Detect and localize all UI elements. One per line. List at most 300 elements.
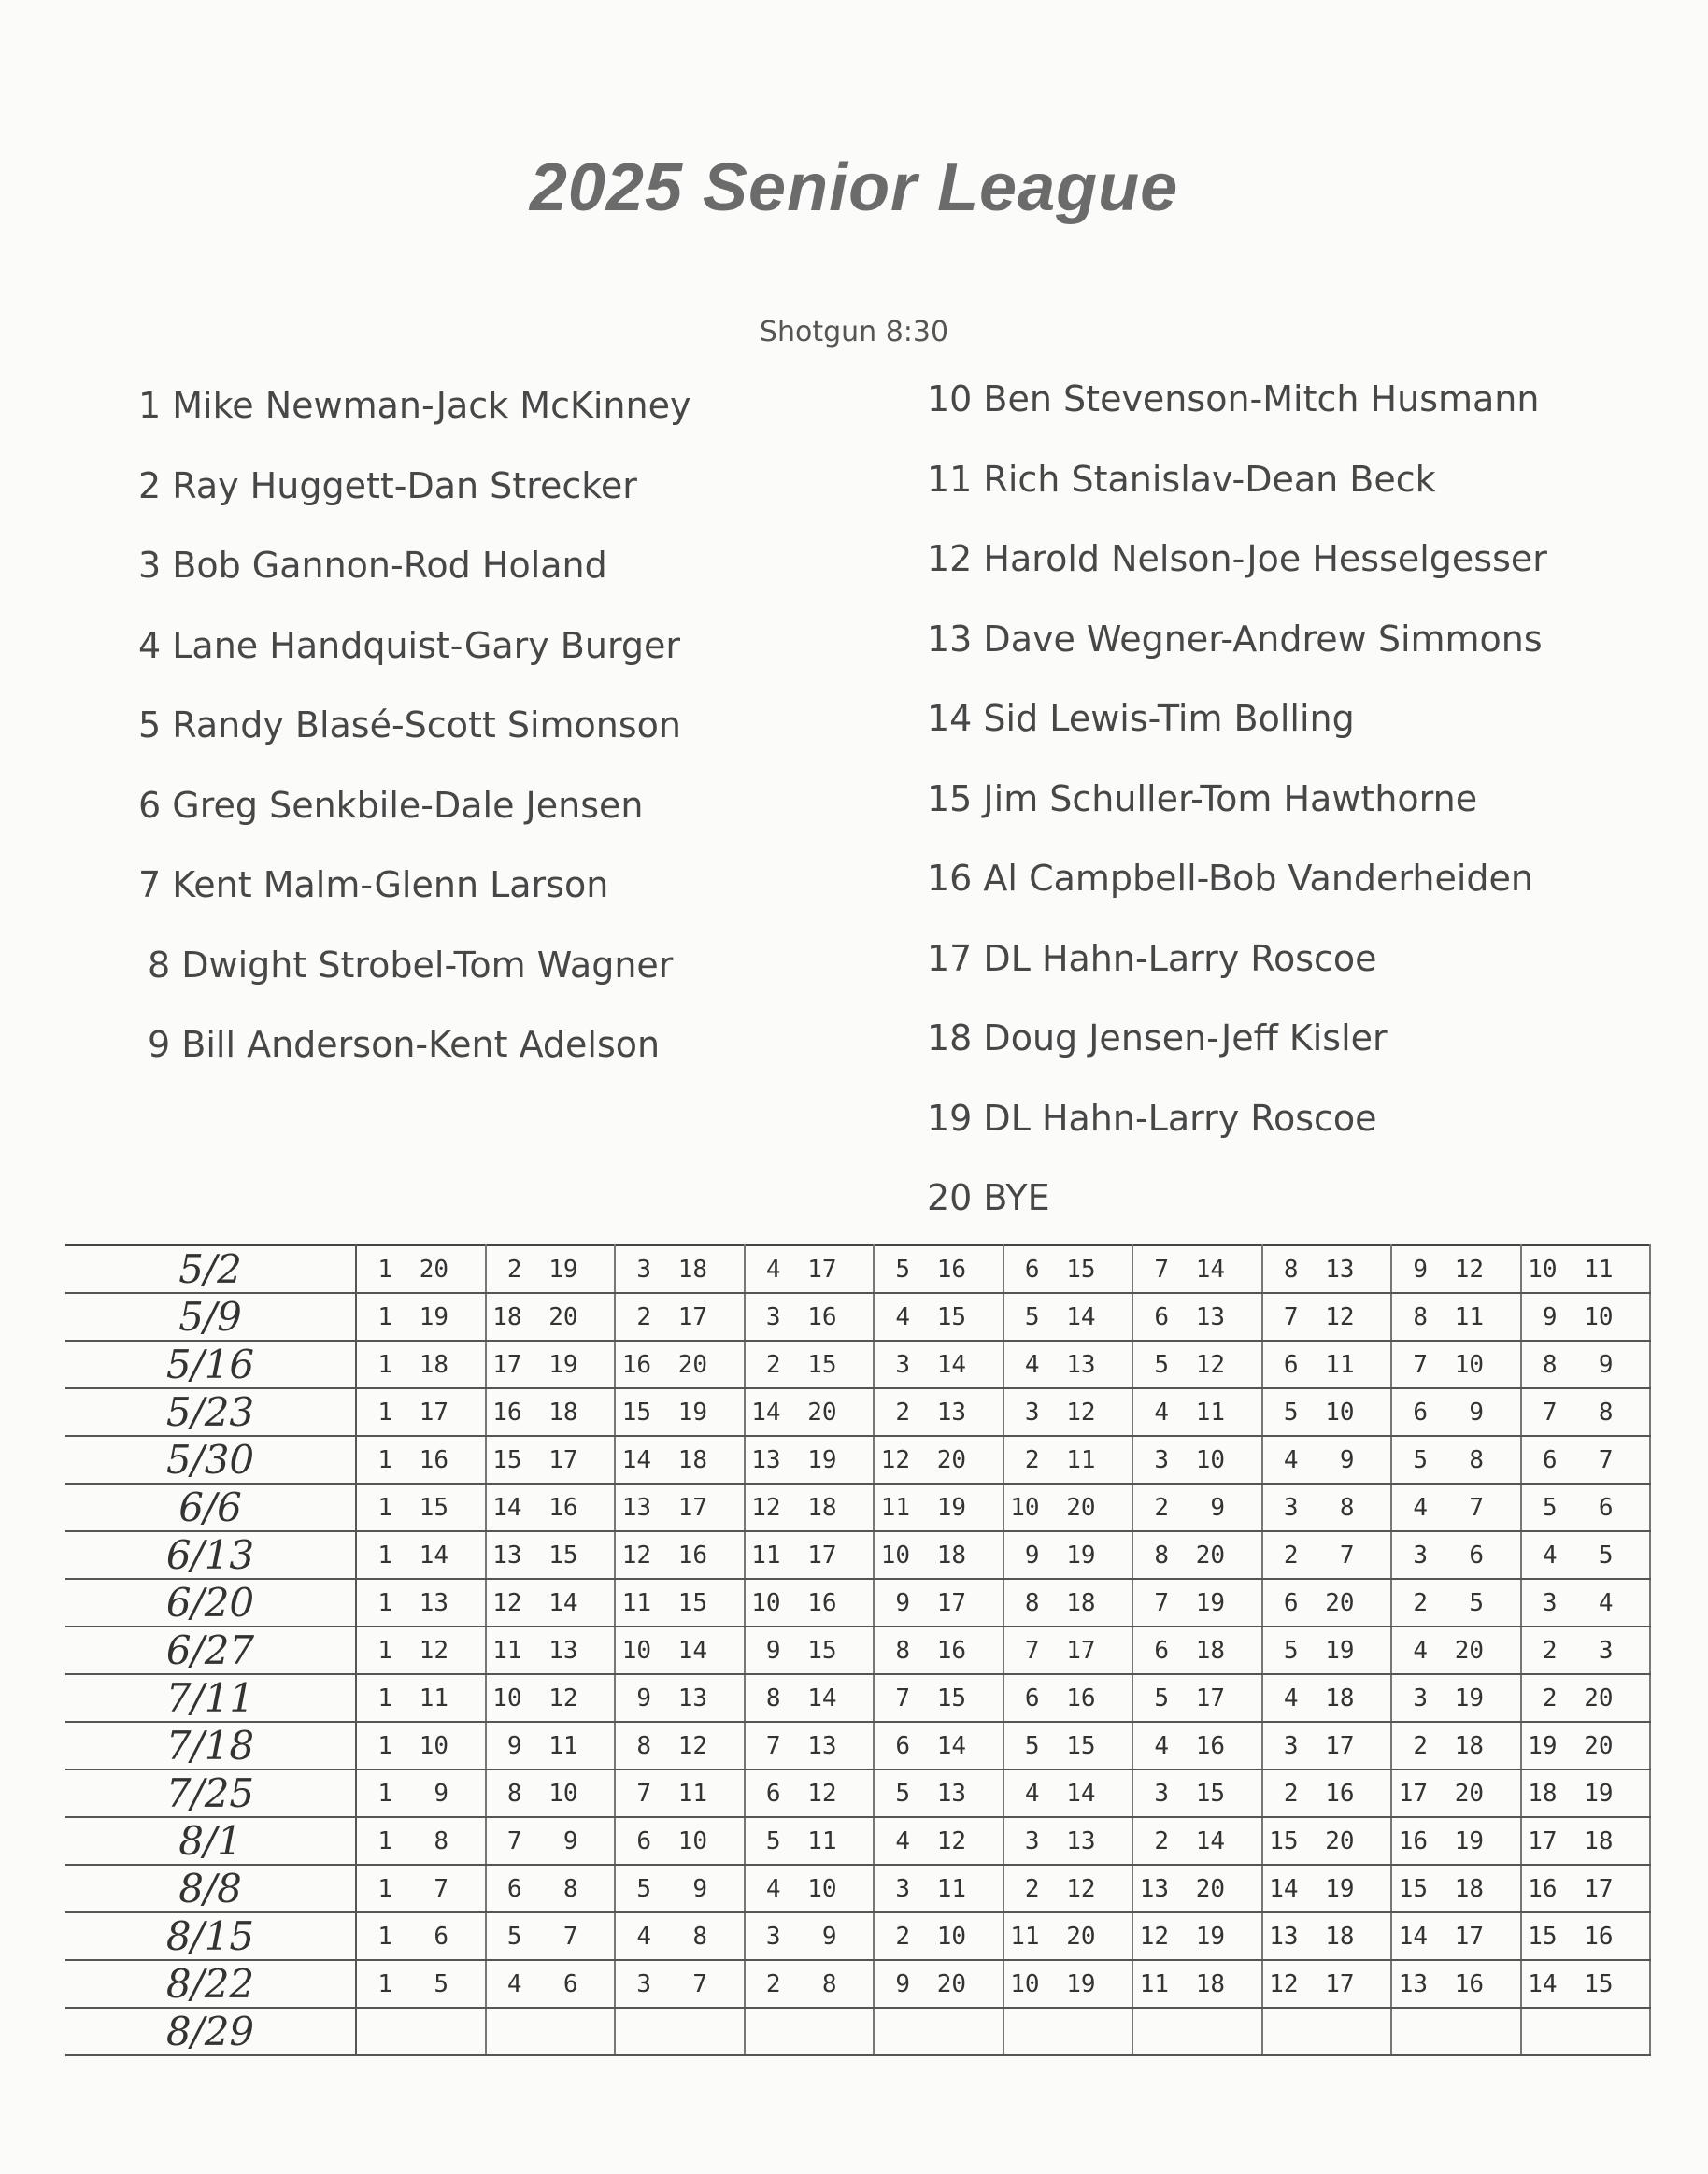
matchup-cell bbox=[1132, 1484, 1262, 1531]
team-number-a: 6 bbox=[636, 1826, 651, 1855]
team-number-a: 3 bbox=[1154, 1445, 1169, 1474]
schedule-row bbox=[65, 1436, 1650, 1484]
team-number-a: 8 bbox=[1154, 1541, 1169, 1570]
matchup-cell bbox=[1262, 1912, 1392, 1960]
matchup-cell bbox=[615, 1912, 745, 1960]
team-number-a: 1 bbox=[377, 1969, 392, 1998]
matchup-cell bbox=[486, 1341, 616, 1388]
schedule-row bbox=[65, 1388, 1650, 1436]
matchup-cell bbox=[1521, 1341, 1651, 1388]
team-number-b: 20 bbox=[419, 1255, 448, 1284]
team-number-b: 6 bbox=[1598, 1493, 1614, 1522]
team-number-a: 8 bbox=[1024, 1588, 1040, 1617]
team-number-b: 20 bbox=[1584, 1684, 1614, 1712]
team-entry: 17 DL Hahn-Larry Roscoe bbox=[927, 937, 1377, 979]
team-entry: 15 Jim Schuller-Tom Hawthorne bbox=[927, 777, 1478, 819]
team-number-b: 10 bbox=[807, 1874, 837, 1903]
team-number-a: 11 bbox=[1139, 1969, 1169, 1998]
team-number-a: 10 bbox=[880, 1541, 910, 1570]
team-number-b: 20 bbox=[936, 1969, 966, 1998]
matchup-cell bbox=[1391, 1436, 1521, 1484]
matchup-cell bbox=[356, 2008, 486, 2055]
matchup-cell bbox=[1132, 1245, 1262, 1293]
team-number-b: 20 bbox=[1454, 1779, 1484, 1808]
team-number-a: 6 bbox=[1413, 1398, 1428, 1427]
matchup-cell bbox=[1003, 2008, 1133, 2055]
matchup-cell bbox=[1521, 1436, 1651, 1484]
team-number-b: 10 bbox=[936, 1922, 966, 1951]
matchup-cell bbox=[745, 1674, 875, 1722]
team-number-b: 20 bbox=[807, 1398, 837, 1427]
matchup-cell bbox=[1391, 1531, 1521, 1579]
matchup-cell bbox=[486, 1960, 616, 2008]
team-number-b: 18 bbox=[419, 1350, 448, 1379]
matchup-cell bbox=[1003, 1484, 1133, 1531]
matchup-cell bbox=[1003, 1674, 1133, 1722]
matchup-cell bbox=[1003, 1722, 1133, 1769]
team-number-b: 18 bbox=[1454, 1731, 1484, 1760]
matchup-cell bbox=[874, 1627, 1003, 1674]
matchup-cell bbox=[1391, 1674, 1521, 1722]
team-number-a: 9 bbox=[636, 1684, 651, 1712]
team-number-b: 17 bbox=[1325, 1731, 1355, 1760]
team-number-a: 2 bbox=[1542, 1684, 1558, 1712]
team-number-b: 19 bbox=[548, 1350, 578, 1379]
team-number-a: 1 bbox=[377, 1922, 392, 1951]
team-number-a: 15 bbox=[492, 1445, 522, 1474]
team-number-a: 6 bbox=[1283, 1350, 1299, 1379]
team-number-b: 20 bbox=[548, 1302, 578, 1331]
team-number-a: 5 bbox=[1283, 1398, 1299, 1427]
matchup-cell bbox=[745, 1341, 875, 1388]
matchup-cell bbox=[615, 1484, 745, 1531]
team-number-a: 7 bbox=[506, 1826, 522, 1855]
matchup-cell bbox=[1132, 1960, 1262, 2008]
team-number-a: 6 bbox=[1024, 1255, 1040, 1284]
matchup-cell bbox=[356, 1341, 486, 1388]
team-number-b: 20 bbox=[677, 1350, 707, 1379]
team-number-b: 12 bbox=[1195, 1350, 1225, 1379]
matchup-cell bbox=[874, 1531, 1003, 1579]
team-number-a: 2 bbox=[895, 1922, 910, 1951]
matchup-cell bbox=[1521, 1579, 1651, 1627]
team-number-b: 7 bbox=[562, 1922, 578, 1951]
team-number-b: 13 bbox=[1325, 1255, 1355, 1284]
team-number-b: 9 bbox=[434, 1779, 448, 1808]
matchup-cell bbox=[615, 1960, 745, 2008]
matchup-cell bbox=[1521, 1865, 1651, 1912]
team-number-a: 16 bbox=[492, 1398, 522, 1427]
team-number-a: 9 bbox=[895, 1969, 910, 1998]
matchup-cell bbox=[1521, 1722, 1651, 1769]
team-number-a: 7 bbox=[1154, 1588, 1169, 1617]
matchup-cell bbox=[1391, 1341, 1521, 1388]
matchup-cell bbox=[874, 1674, 1003, 1722]
team-number-a: 6 bbox=[1542, 1445, 1558, 1474]
team-number-a: 4 bbox=[1413, 1493, 1428, 1522]
matchup-cell bbox=[1391, 1960, 1521, 2008]
matchup-cell bbox=[615, 1341, 745, 1388]
team-entry: 16 Al Campbell-Bob Vanderheiden bbox=[927, 858, 1533, 899]
team-number-a: 3 bbox=[1413, 1541, 1428, 1570]
matchup-cell bbox=[1521, 1627, 1651, 1674]
team-number-b: 10 bbox=[419, 1731, 448, 1760]
matchup-cell bbox=[615, 1769, 745, 1817]
team-number-a: 9 bbox=[1024, 1541, 1040, 1570]
team-number-b: 7 bbox=[1598, 1445, 1614, 1474]
schedule-row bbox=[65, 1341, 1650, 1388]
team-number-a: 5 bbox=[895, 1255, 910, 1284]
matchup-cell bbox=[615, 1674, 745, 1722]
team-number-b: 11 bbox=[548, 1731, 578, 1760]
team-number-b: 8 bbox=[562, 1874, 578, 1903]
team-number-b: 7 bbox=[1469, 1493, 1484, 1522]
team-number-b: 18 bbox=[1584, 1826, 1614, 1855]
matchup-cell bbox=[1003, 1960, 1133, 2008]
team-number-b: 20 bbox=[936, 1445, 966, 1474]
matchup-cell bbox=[1262, 1293, 1392, 1341]
schedule-date: 5/23 bbox=[65, 1388, 356, 1436]
team-number-b: 12 bbox=[1325, 1302, 1355, 1331]
matchup-cell bbox=[1132, 1388, 1262, 1436]
matchup-cell bbox=[874, 1388, 1003, 1436]
team-number-a: 8 bbox=[636, 1731, 651, 1760]
team-number-b: 12 bbox=[1454, 1255, 1484, 1284]
matchup-cell bbox=[486, 1817, 616, 1865]
matchup-cell bbox=[1132, 1722, 1262, 1769]
team-number-b: 19 bbox=[1584, 1779, 1614, 1808]
team-number-b: 16 bbox=[1454, 1969, 1484, 1998]
team-number-a: 14 bbox=[1269, 1874, 1299, 1903]
matchup-cell bbox=[615, 1579, 745, 1627]
team-number-b: 17 bbox=[1066, 1636, 1096, 1665]
matchup-cell bbox=[1262, 1722, 1392, 1769]
team-number-a: 11 bbox=[751, 1541, 781, 1570]
team-number-a: 1 bbox=[377, 1779, 392, 1808]
team-number-a: 3 bbox=[765, 1302, 781, 1331]
matchup-cell bbox=[615, 1865, 745, 1912]
team-number-b: 7 bbox=[692, 1969, 707, 1998]
matchup-cell bbox=[874, 1960, 1003, 2008]
team-number-b: 12 bbox=[1066, 1874, 1096, 1903]
matchup-cell bbox=[745, 1865, 875, 1912]
schedule-row bbox=[65, 1865, 1650, 1912]
team-number-b: 11 bbox=[419, 1684, 448, 1712]
team-number-b: 8 bbox=[434, 1826, 448, 1855]
matchup-cell bbox=[1391, 1817, 1521, 1865]
team-number-a: 13 bbox=[1139, 1874, 1169, 1903]
matchup-cell bbox=[1132, 1817, 1262, 1865]
team-entry: 3 Bob Gannon-Rod Holand bbox=[138, 545, 607, 586]
team-number-a: 4 bbox=[1154, 1398, 1169, 1427]
team-number-b: 12 bbox=[548, 1684, 578, 1712]
team-number-b: 8 bbox=[692, 1922, 707, 1951]
team-number-b: 17 bbox=[807, 1541, 837, 1570]
schedule-row bbox=[65, 2008, 1650, 2055]
team-number-a: 14 bbox=[1528, 1969, 1558, 1998]
matchup-cell bbox=[1391, 1769, 1521, 1817]
team-number-a: 3 bbox=[636, 1969, 651, 1998]
team-number-b: 13 bbox=[807, 1731, 837, 1760]
team-number-b: 4 bbox=[1598, 1588, 1614, 1617]
team-number-a: 10 bbox=[492, 1684, 522, 1712]
team-number-a: 15 bbox=[1269, 1826, 1299, 1855]
matchup-cell bbox=[874, 2008, 1003, 2055]
schedule-row bbox=[65, 1722, 1650, 1769]
matchup-cell bbox=[874, 1722, 1003, 1769]
matchup-cell bbox=[1003, 1293, 1133, 1341]
team-number-a: 6 bbox=[1283, 1588, 1299, 1617]
team-number-a: 5 bbox=[1283, 1636, 1299, 1665]
team-number-a: 17 bbox=[492, 1350, 522, 1379]
team-number-a: 16 bbox=[1528, 1874, 1558, 1903]
matchup-cell bbox=[1003, 1865, 1133, 1912]
team-number-a: 9 bbox=[506, 1731, 522, 1760]
matchup-cell bbox=[1391, 2008, 1521, 2055]
team-number-a: 1 bbox=[377, 1731, 392, 1760]
team-number-a: 18 bbox=[492, 1302, 522, 1331]
matchup-cell bbox=[745, 1912, 875, 1960]
matchup-cell bbox=[1132, 1627, 1262, 1674]
team-entry: 4 Lane Handquist-Gary Burger bbox=[138, 624, 681, 666]
team-number-a: 4 bbox=[1024, 1350, 1040, 1379]
team-number-a: 4 bbox=[506, 1969, 522, 1998]
team-number-b: 15 bbox=[419, 1493, 448, 1522]
team-number-b: 10 bbox=[1195, 1445, 1225, 1474]
matchup-cell bbox=[1262, 1865, 1392, 1912]
team-number-b: 16 bbox=[419, 1445, 448, 1474]
team-number-a: 15 bbox=[1528, 1922, 1558, 1951]
team-number-a: 5 bbox=[1024, 1302, 1040, 1331]
matchup-cell bbox=[615, 1627, 745, 1674]
team-number-a: 6 bbox=[506, 1874, 522, 1903]
matchup-cell bbox=[874, 1769, 1003, 1817]
team-number-a: 4 bbox=[1024, 1779, 1040, 1808]
team-number-a: 4 bbox=[765, 1874, 781, 1903]
matchup-cell bbox=[874, 1484, 1003, 1531]
team-number-b: 17 bbox=[807, 1255, 837, 1284]
team-number-b: 11 bbox=[677, 1779, 707, 1808]
team-number-a: 4 bbox=[1283, 1445, 1299, 1474]
team-number-a: 5 bbox=[636, 1874, 651, 1903]
matchup-cell bbox=[874, 1817, 1003, 1865]
schedule-table bbox=[65, 1244, 1651, 2056]
team-number-a: 1 bbox=[377, 1398, 392, 1427]
team-number-a: 1 bbox=[377, 1445, 392, 1474]
schedule-date: 8/29 bbox=[65, 2008, 356, 2055]
matchup-cell bbox=[1262, 1484, 1392, 1531]
team-entry: 8 Dwight Strobel-Tom Wagner bbox=[148, 944, 674, 986]
matchup-cell bbox=[1003, 1627, 1133, 1674]
team-number-a: 14 bbox=[492, 1493, 522, 1522]
team-number-a: 19 bbox=[1528, 1731, 1558, 1760]
team-number-b: 14 bbox=[936, 1731, 966, 1760]
team-number-b: 6 bbox=[434, 1922, 448, 1951]
matchup-cell bbox=[486, 1627, 616, 1674]
schedule-row bbox=[65, 1245, 1650, 1293]
team-number-b: 16 bbox=[936, 1255, 966, 1284]
team-number-b: 14 bbox=[1066, 1302, 1096, 1331]
team-number-b: 12 bbox=[807, 1779, 837, 1808]
team-number-b: 15 bbox=[548, 1541, 578, 1570]
team-number-a: 2 bbox=[1154, 1493, 1169, 1522]
team-number-a: 1 bbox=[377, 1874, 392, 1903]
matchup-cell bbox=[745, 1531, 875, 1579]
team-number-a: 12 bbox=[1139, 1922, 1169, 1951]
team-number-b: 19 bbox=[1325, 1874, 1355, 1903]
team-number-b: 14 bbox=[1195, 1826, 1225, 1855]
team-number-a: 11 bbox=[492, 1636, 522, 1665]
team-number-b: 18 bbox=[677, 1445, 707, 1474]
matchup-cell bbox=[486, 1293, 616, 1341]
team-number-a: 4 bbox=[1283, 1684, 1299, 1712]
team-number-b: 19 bbox=[1195, 1922, 1225, 1951]
team-number-b: 8 bbox=[1339, 1493, 1355, 1522]
matchup-cell bbox=[356, 1579, 486, 1627]
team-number-b: 19 bbox=[936, 1493, 966, 1522]
team-entry: 18 Doug Jensen-Jeff Kisler bbox=[927, 1017, 1388, 1059]
team-number-b: 18 bbox=[677, 1255, 707, 1284]
matchup-cell bbox=[615, 1722, 745, 1769]
matchup-cell bbox=[356, 1912, 486, 1960]
team-number-b: 18 bbox=[1195, 1636, 1225, 1665]
matchup-cell bbox=[356, 1769, 486, 1817]
team-number-b: 13 bbox=[936, 1779, 966, 1808]
matchup-cell bbox=[874, 1865, 1003, 1912]
matchup-cell bbox=[1132, 1769, 1262, 1817]
matchup-cell bbox=[1003, 1912, 1133, 1960]
team-number-b: 5 bbox=[434, 1969, 448, 1998]
schedule-date: 5/30 bbox=[65, 1436, 356, 1484]
team-number-a: 1 bbox=[377, 1588, 392, 1617]
matchup-cell bbox=[1262, 1627, 1392, 1674]
team-number-a: 8 bbox=[1283, 1255, 1299, 1284]
team-number-a: 13 bbox=[751, 1445, 781, 1474]
team-number-a: 15 bbox=[621, 1398, 651, 1427]
team-number-b: 16 bbox=[1584, 1922, 1614, 1951]
team-number-a: 10 bbox=[621, 1636, 651, 1665]
team-number-a: 1 bbox=[377, 1302, 392, 1331]
matchup-cell bbox=[745, 1436, 875, 1484]
matchup-cell bbox=[874, 1912, 1003, 1960]
team-number-b: 12 bbox=[1066, 1398, 1096, 1427]
team-number-b: 9 bbox=[821, 1922, 837, 1951]
team-number-b: 19 bbox=[1454, 1684, 1484, 1712]
team-number-b: 16 bbox=[1195, 1731, 1225, 1760]
team-number-b: 13 bbox=[936, 1398, 966, 1427]
matchup-cell bbox=[1003, 1388, 1133, 1436]
matchup-cell bbox=[1132, 1341, 1262, 1388]
team-number-a: 2 bbox=[1024, 1445, 1040, 1474]
matchup-cell bbox=[1003, 1531, 1133, 1579]
matchup-cell bbox=[615, 1293, 745, 1341]
team-number-b: 15 bbox=[677, 1588, 707, 1617]
matchup-cell bbox=[745, 1960, 875, 2008]
matchup-cell bbox=[1262, 1341, 1392, 1388]
team-number-a: 5 bbox=[1024, 1731, 1040, 1760]
team-number-b: 20 bbox=[1066, 1493, 1096, 1522]
team-number-b: 18 bbox=[1325, 1922, 1355, 1951]
team-number-a: 3 bbox=[895, 1350, 910, 1379]
schedule-date: 8/8 bbox=[65, 1865, 356, 1912]
matchup-cell bbox=[486, 1245, 616, 1293]
schedule-row bbox=[65, 1627, 1650, 1674]
matchup-cell bbox=[745, 1722, 875, 1769]
matchup-cell bbox=[1132, 1579, 1262, 1627]
team-entry: 1 Mike Newman-Jack McKinney bbox=[138, 385, 691, 426]
matchup-cell bbox=[874, 1293, 1003, 1341]
team-number-b: 16 bbox=[1325, 1779, 1355, 1808]
team-number-a: 3 bbox=[1542, 1588, 1558, 1617]
matchup-cell bbox=[745, 1769, 875, 1817]
team-number-b: 13 bbox=[419, 1588, 448, 1617]
matchup-cell bbox=[1262, 1245, 1392, 1293]
team-number-b: 10 bbox=[1325, 1398, 1355, 1427]
team-number-b: 9 bbox=[692, 1874, 707, 1903]
matchup-cell bbox=[874, 1436, 1003, 1484]
team-number-b: 15 bbox=[936, 1684, 966, 1712]
matchup-cell bbox=[1132, 1531, 1262, 1579]
matchup-cell bbox=[1003, 1436, 1133, 1484]
team-number-a: 13 bbox=[492, 1541, 522, 1570]
team-number-b: 20 bbox=[1584, 1731, 1614, 1760]
matchup-cell bbox=[486, 1865, 616, 1912]
team-number-b: 16 bbox=[677, 1541, 707, 1570]
team-number-b: 16 bbox=[807, 1302, 837, 1331]
team-number-a: 5 bbox=[895, 1779, 910, 1808]
matchup-cell bbox=[1132, 2008, 1262, 2055]
team-number-a: 7 bbox=[765, 1731, 781, 1760]
team-number-b: 19 bbox=[419, 1302, 448, 1331]
team-number-a: 13 bbox=[1269, 1922, 1299, 1951]
matchup-cell bbox=[615, 1436, 745, 1484]
team-number-b: 15 bbox=[807, 1636, 837, 1665]
team-number-b: 19 bbox=[1066, 1969, 1096, 1998]
schedule-date: 7/18 bbox=[65, 1722, 356, 1769]
team-number-a: 1 bbox=[377, 1493, 392, 1522]
team-number-b: 14 bbox=[548, 1588, 578, 1617]
team-number-b: 20 bbox=[1325, 1588, 1355, 1617]
matchup-cell bbox=[1521, 2008, 1651, 2055]
team-entry: 19 DL Hahn-Larry Roscoe bbox=[927, 1097, 1377, 1139]
matchup-cell bbox=[615, 1245, 745, 1293]
team-number-a: 10 bbox=[1010, 1969, 1040, 1998]
team-entry: 11 Rich Stanislav-Dean Beck bbox=[927, 458, 1436, 500]
team-number-a: 17 bbox=[1398, 1779, 1428, 1808]
matchup-cell bbox=[356, 1245, 486, 1293]
team-number-a: 1 bbox=[377, 1636, 392, 1665]
team-number-a: 8 bbox=[895, 1636, 910, 1665]
team-number-b: 20 bbox=[1454, 1636, 1484, 1665]
matchup-cell bbox=[1391, 1245, 1521, 1293]
matchup-cell bbox=[1521, 1245, 1651, 1293]
team-number-b: 5 bbox=[1469, 1588, 1484, 1617]
matchup-cell bbox=[874, 1579, 1003, 1627]
schedule-row bbox=[65, 1293, 1650, 1341]
team-number-a: 4 bbox=[1542, 1541, 1558, 1570]
matchup-cell bbox=[745, 1245, 875, 1293]
team-number-a: 12 bbox=[492, 1588, 522, 1617]
team-number-b: 9 bbox=[1339, 1445, 1355, 1474]
team-entry: 2 Ray Huggett-Dan Strecker bbox=[138, 464, 637, 506]
matchup-cell bbox=[1521, 1912, 1651, 1960]
team-number-a: 9 bbox=[765, 1636, 781, 1665]
team-number-b: 11 bbox=[807, 1826, 837, 1855]
team-number-a: 10 bbox=[1528, 1255, 1558, 1284]
team-number-a: 3 bbox=[636, 1255, 651, 1284]
team-number-a: 3 bbox=[1024, 1826, 1040, 1855]
team-number-b: 9 bbox=[1210, 1493, 1225, 1522]
